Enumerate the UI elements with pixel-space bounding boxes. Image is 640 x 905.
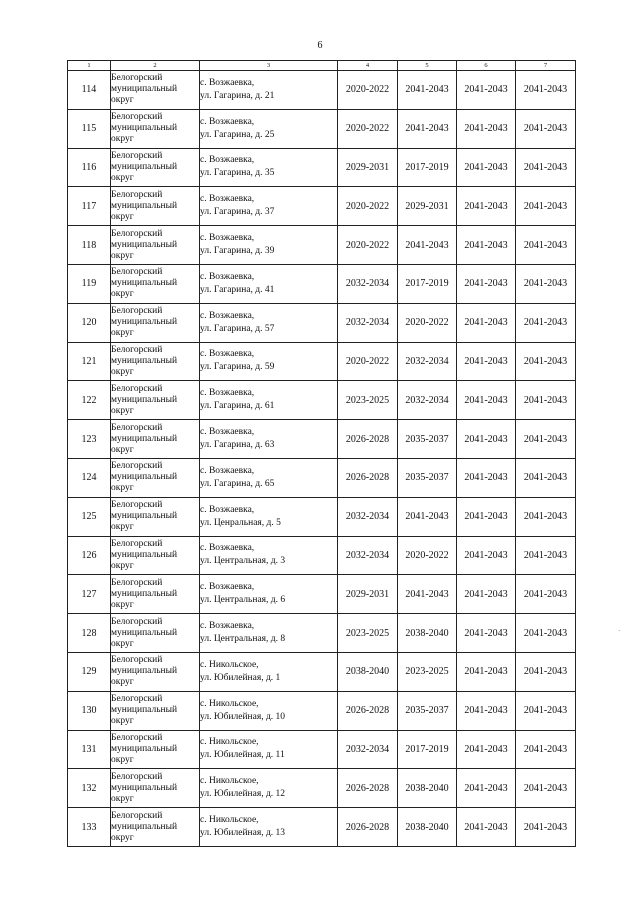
table-row <box>68 187 576 226</box>
row-number: 123 <box>68 420 111 459</box>
address-line: ул. Центральная, д. 8 <box>200 634 286 645</box>
district-line: округ <box>111 444 134 455</box>
address-cell <box>200 614 338 653</box>
period-col-5: 2017-2019 <box>398 730 457 769</box>
district-line: Белогорский <box>111 538 163 549</box>
district-line: муниципальный <box>111 84 178 95</box>
period-col-7: 2041-2043 <box>516 148 576 187</box>
table-row <box>68 458 576 497</box>
table-row <box>68 303 576 342</box>
row-number: 129 <box>68 652 111 691</box>
district-line: муниципальный <box>111 472 178 483</box>
period-col-7: 2041-2043 <box>516 497 576 536</box>
address-line: с. Возжаевка, <box>200 621 255 632</box>
period-col-4: 2032-2034 <box>338 730 398 769</box>
address-cell <box>200 691 338 730</box>
period-col-5: 2032-2034 <box>398 381 457 420</box>
district-line: округ <box>111 793 134 804</box>
period-col-5: 2017-2019 <box>398 148 457 187</box>
address-line: ул. Ценральная, д. 5 <box>200 517 281 528</box>
table-row <box>68 691 576 730</box>
address-line: ул. Центральная, д. 6 <box>200 595 286 606</box>
address-line: ул. Гагарина, д. 59 <box>200 362 275 373</box>
district-line: округ <box>111 832 134 843</box>
address-line: с. Возжаевка, <box>200 543 255 554</box>
district-line: округ <box>111 638 134 649</box>
district-line: округ <box>111 599 134 610</box>
district-cell <box>111 769 200 808</box>
address-line: ул. Юбилейная, д. 11 <box>200 750 285 761</box>
district-cell <box>111 575 200 614</box>
district-line: округ <box>111 250 134 261</box>
address-line: с. Возжаевка, <box>200 271 255 282</box>
row-number: 118 <box>68 226 111 265</box>
address-line: с. Возжаевка, <box>200 155 255 166</box>
address-line: ул. Гагарина, д. 25 <box>200 129 275 140</box>
address-line: с. Никольское, <box>200 776 259 787</box>
address-line: ул. Гагарина, д. 57 <box>200 323 275 334</box>
row-number: 127 <box>68 575 111 614</box>
district-line: округ <box>111 95 134 106</box>
district-cell <box>111 691 200 730</box>
district-cell <box>111 303 200 342</box>
period-col-7: 2041-2043 <box>516 614 576 653</box>
period-col-7: 2041-2043 <box>516 381 576 420</box>
district-line: муниципальный <box>111 627 178 638</box>
period-col-7: 2041-2043 <box>516 342 576 381</box>
row-number: 116 <box>68 148 111 187</box>
district-line: Белогорский <box>111 771 163 782</box>
district-line: Белогорский <box>111 306 163 317</box>
period-col-4: 2032-2034 <box>338 536 398 575</box>
row-number: 132 <box>68 769 111 808</box>
table-row <box>68 381 576 420</box>
period-col-4: 2029-2031 <box>338 575 398 614</box>
district-line: Белогорский <box>111 655 163 666</box>
district-line: округ <box>111 483 134 494</box>
district-cell <box>111 71 200 110</box>
row-number: 124 <box>68 458 111 497</box>
row-number: 130 <box>68 691 111 730</box>
address-cell <box>200 148 338 187</box>
address-line: ул. Гагарина, д. 41 <box>200 284 275 295</box>
address-line: с. Возжаевка, <box>200 427 255 438</box>
address-cell <box>200 458 338 497</box>
address-line: ул. Гагарина, д. 21 <box>200 90 275 101</box>
row-number: 122 <box>68 381 111 420</box>
period-col-5: 2017-2019 <box>398 264 457 303</box>
row-number: 119 <box>68 264 111 303</box>
address-cell <box>200 808 338 847</box>
district-line: Белогорский <box>111 112 163 123</box>
period-col-4: 2026-2028 <box>338 769 398 808</box>
period-col-5: 2032-2034 <box>398 342 457 381</box>
district-cell <box>111 109 200 148</box>
table-row <box>68 614 576 653</box>
table-header <box>68 61 576 71</box>
district-line: округ <box>111 134 134 145</box>
address-line: ул. Гагарина, д. 61 <box>200 401 275 412</box>
district-line: муниципальный <box>111 433 178 444</box>
period-col-7: 2041-2043 <box>516 420 576 459</box>
table-row <box>68 536 576 575</box>
district-line: округ <box>111 328 134 339</box>
address-cell <box>200 381 338 420</box>
period-col-7: 2041-2043 <box>516 536 576 575</box>
period-col-7: 2041-2043 <box>516 71 576 110</box>
district-line: Белогорский <box>111 228 163 239</box>
address-cell <box>200 109 338 148</box>
period-col-4: 2023-2025 <box>338 381 398 420</box>
period-col-6: 2041-2043 <box>457 575 516 614</box>
period-col-4: 2032-2034 <box>338 497 398 536</box>
row-number: 133 <box>68 808 111 847</box>
district-line: Белогорский <box>111 732 163 743</box>
column-number-row <box>68 61 576 71</box>
period-col-4: 2020-2022 <box>338 226 398 265</box>
address-line: с. Никольское, <box>200 698 259 709</box>
period-col-6: 2041-2043 <box>457 342 516 381</box>
district-cell <box>111 536 200 575</box>
period-col-6: 2041-2043 <box>457 497 516 536</box>
table-body <box>68 71 576 847</box>
period-col-4: 2026-2028 <box>338 420 398 459</box>
period-col-6: 2041-2043 <box>457 614 516 653</box>
address-cell <box>200 652 338 691</box>
table-row <box>68 148 576 187</box>
district-line: муниципальный <box>111 355 178 366</box>
district-line: муниципальный <box>111 666 178 677</box>
district-line: округ <box>111 716 134 727</box>
district-line: Белогорский <box>111 383 163 394</box>
period-col-7: 2041-2043 <box>516 264 576 303</box>
period-col-5: 2020-2022 <box>398 303 457 342</box>
district-cell <box>111 381 200 420</box>
address-line: с. Никольское, <box>200 815 259 826</box>
district-line: муниципальный <box>111 394 178 405</box>
column-number: 7 <box>516 61 576 71</box>
table-row <box>68 652 576 691</box>
period-col-5: 2041-2043 <box>398 109 457 148</box>
address-line: с. Возжаевка, <box>200 310 255 321</box>
period-col-5: 2020-2022 <box>398 536 457 575</box>
district-line: Белогорский <box>111 344 163 355</box>
period-col-4: 2026-2028 <box>338 458 398 497</box>
district-line: муниципальный <box>111 239 178 250</box>
period-col-7: 2041-2043 <box>516 226 576 265</box>
table-row <box>68 71 576 110</box>
period-col-6: 2041-2043 <box>457 71 516 110</box>
housing-register-table <box>67 60 576 847</box>
district-line: округ <box>111 754 134 765</box>
period-col-5: 2035-2037 <box>398 420 457 459</box>
district-line: муниципальный <box>111 588 178 599</box>
address-line: с. Возжаевка, <box>200 194 255 205</box>
address-line: с. Возжаевка, <box>200 77 255 88</box>
address-line: ул. Юбилейная, д. 12 <box>200 789 286 800</box>
period-col-5: 2038-2040 <box>398 808 457 847</box>
district-line: Белогорский <box>111 616 163 627</box>
district-cell <box>111 458 200 497</box>
district-cell <box>111 730 200 769</box>
period-col-5: 2038-2040 <box>398 614 457 653</box>
address-cell <box>200 303 338 342</box>
period-col-4: 2020-2022 <box>338 109 398 148</box>
table-row <box>68 575 576 614</box>
address-line: с. Возжаевка, <box>200 582 255 593</box>
period-col-5: 2023-2025 <box>398 652 457 691</box>
table-row <box>68 808 576 847</box>
district-line: муниципальный <box>111 743 178 754</box>
period-col-4: 2026-2028 <box>338 808 398 847</box>
district-line: Белогорский <box>111 461 163 472</box>
period-col-7: 2041-2043 <box>516 730 576 769</box>
address-line: с. Возжаевка, <box>200 233 255 244</box>
address-line: с. Возжаевка, <box>200 349 255 360</box>
address-line: с. Никольское, <box>200 659 259 670</box>
district-line: округ <box>111 522 134 533</box>
address-line: ул. Гагарина, д. 65 <box>200 478 275 489</box>
address-line: ул. Гагарина, д. 39 <box>200 246 275 257</box>
row-number: 120 <box>68 303 111 342</box>
period-col-5: 2029-2031 <box>398 187 457 226</box>
district-line: Белогорский <box>111 577 163 588</box>
column-number: 4 <box>338 61 398 71</box>
row-number: 131 <box>68 730 111 769</box>
district-line: муниципальный <box>111 549 178 560</box>
column-number: 1 <box>68 61 111 71</box>
period-col-5: 2041-2043 <box>398 226 457 265</box>
period-col-7: 2041-2043 <box>516 652 576 691</box>
address-line: ул. Центральная, д. 3 <box>200 556 286 567</box>
address-line: с. Возжаевка, <box>200 465 255 476</box>
period-col-6: 2041-2043 <box>457 109 516 148</box>
period-col-6: 2041-2043 <box>457 187 516 226</box>
period-col-7: 2041-2043 <box>516 769 576 808</box>
district-cell <box>111 420 200 459</box>
address-cell <box>200 226 338 265</box>
district-line: муниципальный <box>111 123 178 134</box>
district-line: муниципальный <box>111 821 178 832</box>
district-line: Белогорский <box>111 267 163 278</box>
period-col-7: 2041-2043 <box>516 458 576 497</box>
table-row <box>68 730 576 769</box>
period-col-6: 2041-2043 <box>457 148 516 187</box>
period-col-4: 2026-2028 <box>338 691 398 730</box>
period-col-7: 2041-2043 <box>516 109 576 148</box>
period-col-7: 2041-2043 <box>516 691 576 730</box>
row-number: 128 <box>68 614 111 653</box>
table-row <box>68 264 576 303</box>
row-number: 121 <box>68 342 111 381</box>
address-cell <box>200 769 338 808</box>
row-number: 126 <box>68 536 111 575</box>
address-cell <box>200 420 338 459</box>
period-col-4: 2029-2031 <box>338 148 398 187</box>
period-col-6: 2041-2043 <box>457 652 516 691</box>
district-line: муниципальный <box>111 511 178 522</box>
period-col-4: 2020-2022 <box>338 342 398 381</box>
period-col-5: 2035-2037 <box>398 691 457 730</box>
period-col-4: 2032-2034 <box>338 303 398 342</box>
district-cell <box>111 342 200 381</box>
column-number: 2 <box>111 61 200 71</box>
row-number: 117 <box>68 187 111 226</box>
district-line: Белогорский <box>111 694 163 705</box>
table-row <box>68 769 576 808</box>
address-cell <box>200 71 338 110</box>
row-number: 115 <box>68 109 111 148</box>
district-cell <box>111 808 200 847</box>
district-line: Белогорский <box>111 73 163 84</box>
district-cell <box>111 148 200 187</box>
district-cell <box>111 614 200 653</box>
address-line: ул. Гагарина, д. 35 <box>200 168 275 179</box>
period-col-6: 2041-2043 <box>457 420 516 459</box>
period-col-7: 2041-2043 <box>516 808 576 847</box>
table-row <box>68 420 576 459</box>
district-line: округ <box>111 211 134 222</box>
period-col-6: 2041-2043 <box>457 381 516 420</box>
period-col-5: 2041-2043 <box>398 497 457 536</box>
district-line: муниципальный <box>111 782 178 793</box>
address-cell <box>200 187 338 226</box>
district-line: муниципальный <box>111 278 178 289</box>
district-line: Белогорский <box>111 500 163 511</box>
scan-mark: · <box>618 627 621 635</box>
period-col-6: 2041-2043 <box>457 730 516 769</box>
period-col-5: 2035-2037 <box>398 458 457 497</box>
address-cell <box>200 536 338 575</box>
district-line: муниципальный <box>111 200 178 211</box>
page-number: 6 <box>317 40 323 51</box>
column-number: 5 <box>398 61 457 71</box>
period-col-5: 2038-2040 <box>398 769 457 808</box>
period-col-5: 2041-2043 <box>398 575 457 614</box>
period-col-6: 2041-2043 <box>457 808 516 847</box>
row-number: 114 <box>68 71 111 110</box>
address-line: ул. Юбилейная, д. 1 <box>200 672 281 683</box>
district-cell <box>111 264 200 303</box>
period-col-4: 2020-2022 <box>338 71 398 110</box>
period-col-4: 2020-2022 <box>338 187 398 226</box>
district-cell <box>111 497 200 536</box>
district-line: Белогорский <box>111 150 163 161</box>
table-row <box>68 497 576 536</box>
period-col-6: 2041-2043 <box>457 264 516 303</box>
address-cell <box>200 497 338 536</box>
address-line: с. Возжаевка, <box>200 388 255 399</box>
table-row <box>68 109 576 148</box>
district-cell <box>111 187 200 226</box>
district-line: Белогорский <box>111 422 163 433</box>
period-col-4: 2032-2034 <box>338 264 398 303</box>
column-number: 6 <box>457 61 516 71</box>
district-line: округ <box>111 366 134 377</box>
district-line: муниципальный <box>111 705 178 716</box>
period-col-7: 2041-2043 <box>516 187 576 226</box>
period-col-4: 2038-2040 <box>338 652 398 691</box>
district-line: муниципальный <box>111 317 178 328</box>
period-col-6: 2041-2043 <box>457 458 516 497</box>
period-col-6: 2041-2043 <box>457 226 516 265</box>
period-col-7: 2041-2043 <box>516 575 576 614</box>
address-line: ул. Юбилейная, д. 13 <box>200 828 286 839</box>
address-line: ул. Гагарина, д. 37 <box>200 207 275 218</box>
district-line: муниципальный <box>111 161 178 172</box>
district-line: Белогорский <box>111 189 163 200</box>
address-cell <box>200 342 338 381</box>
address-line: с. Возжаевка, <box>200 116 255 127</box>
period-col-6: 2041-2043 <box>457 536 516 575</box>
address-cell <box>200 730 338 769</box>
district-line: округ <box>111 289 134 300</box>
district-line: Белогорский <box>111 810 163 821</box>
period-col-5: 2041-2043 <box>398 71 457 110</box>
address-line: ул. Юбилейная, д. 10 <box>200 711 286 722</box>
address-line: с. Никольское, <box>200 737 259 748</box>
district-line: округ <box>111 677 134 688</box>
table-row <box>68 226 576 265</box>
district-line: округ <box>111 560 134 571</box>
address-cell <box>200 575 338 614</box>
period-col-7: 2041-2043 <box>516 303 576 342</box>
address-line: ул. Гагарина, д. 63 <box>200 440 275 451</box>
address-cell <box>200 264 338 303</box>
column-number: 3 <box>200 61 338 71</box>
district-line: округ <box>111 172 134 183</box>
address-line: с. Возжаевка, <box>200 504 255 515</box>
district-line: округ <box>111 405 134 416</box>
period-col-6: 2041-2043 <box>457 769 516 808</box>
table-row <box>68 342 576 381</box>
row-number: 125 <box>68 497 111 536</box>
district-cell <box>111 226 200 265</box>
period-col-6: 2041-2043 <box>457 691 516 730</box>
period-col-4: 2023-2025 <box>338 614 398 653</box>
district-cell <box>111 652 200 691</box>
period-col-6: 2041-2043 <box>457 303 516 342</box>
